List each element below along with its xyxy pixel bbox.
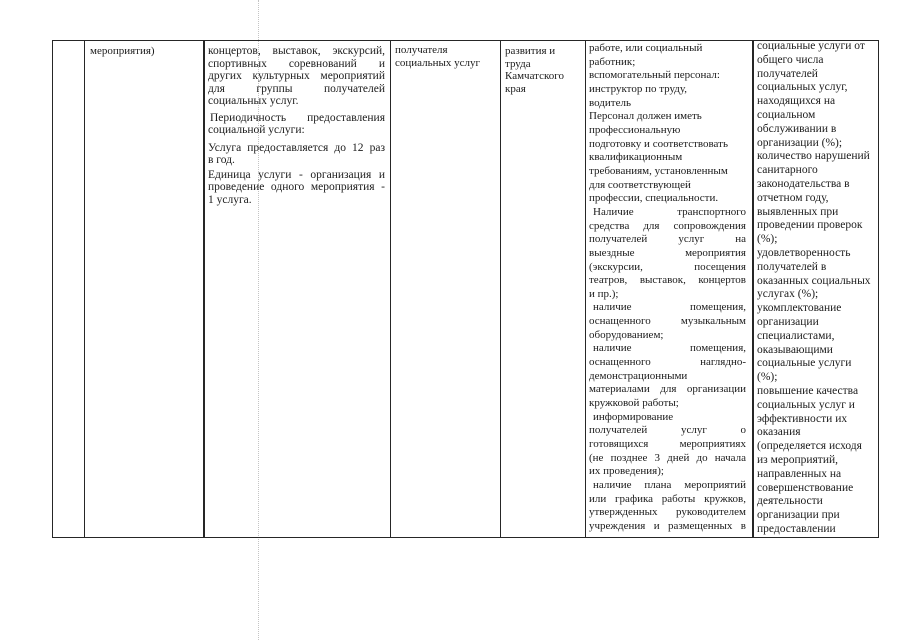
cell-text-line: Единица услуги - организация и bbox=[208, 168, 385, 181]
cell-text-line: их проведения); bbox=[589, 465, 664, 478]
cell-text-line: (%); bbox=[757, 371, 778, 384]
cell-text-line: труда bbox=[505, 57, 531, 70]
cell-text-line: из мероприятий, bbox=[757, 453, 839, 466]
cell-text-line: Периодичность предоставления bbox=[210, 111, 385, 124]
cell-text-line: социальном bbox=[757, 108, 816, 121]
cell-text-line: и пр.); bbox=[589, 287, 619, 300]
cell-text-line: требованиям, установленным bbox=[589, 164, 728, 177]
cell-text-line: концертов, выставок, экскурсий, bbox=[208, 45, 385, 57]
table-cell-col7 bbox=[757, 40, 876, 537]
column-divider bbox=[84, 40, 85, 538]
cell-text-line: средства для сопровождения bbox=[589, 219, 746, 232]
cell-text-line: других культурных мероприятий bbox=[208, 70, 385, 82]
cell-text-line: социальных услуг и bbox=[757, 398, 855, 411]
table-frame bbox=[52, 40, 879, 538]
cell-text-line: Персонал должен иметь bbox=[589, 110, 702, 123]
cell-text-line: находящихся на bbox=[757, 95, 836, 108]
cell-text-line: готовящихся мероприятиях bbox=[589, 438, 746, 451]
cell-text-line: материалами для организации bbox=[589, 383, 746, 396]
cell-text-line: выявленных при bbox=[757, 205, 839, 218]
cell-text-line: (не позднее 3 дней до начала bbox=[589, 451, 746, 464]
cell-text-line: вспомогательный персонал: bbox=[589, 69, 720, 82]
cell-text-line: развития и bbox=[505, 45, 556, 57]
column-divider bbox=[585, 40, 586, 538]
cell-text-line: социальные услуги от bbox=[757, 40, 865, 52]
cell-text-line: оснащенного наглядно- bbox=[589, 356, 746, 369]
cell-text-line: оказания bbox=[757, 426, 801, 439]
cell-text-line: законодательства в bbox=[757, 177, 850, 190]
cell-text-line: направленных на bbox=[757, 467, 842, 480]
cell-text-line: для соответствующей bbox=[589, 178, 691, 191]
cell-text-line: социальных услуг. bbox=[208, 95, 299, 107]
cell-text-line: организации bbox=[757, 315, 819, 328]
cell-text-line: профессиональную bbox=[589, 123, 681, 136]
cell-text-line: повышение качества bbox=[757, 384, 859, 397]
cell-text-line: общего числа bbox=[757, 53, 824, 66]
cell-text-line: проведение одного мероприятия - bbox=[208, 181, 385, 193]
cell-text-line: выездные мероприятия bbox=[589, 246, 746, 259]
cell-text-line: социальных услуг, bbox=[757, 81, 848, 94]
column-divider bbox=[752, 40, 754, 538]
cell-text-line: работе, или социальный bbox=[589, 42, 703, 54]
cell-text-line: социальной услуги: bbox=[208, 124, 305, 136]
cell-text-line: получателей услуг на bbox=[589, 233, 746, 246]
cell-text-line: получателей bbox=[757, 67, 818, 80]
cell-text-line: профессии, специальности. bbox=[589, 192, 719, 205]
cell-text-line: получателя bbox=[395, 44, 448, 56]
cell-text-line: укомплектование bbox=[757, 302, 842, 315]
cell-text-line: (определяется исходя bbox=[757, 440, 862, 453]
cell-text-line: оснащенного музыкальным bbox=[589, 315, 746, 328]
cell-text-line: (%); bbox=[757, 233, 778, 246]
cell-text-line: обслуживании в bbox=[757, 122, 837, 135]
cell-text-line: получателей услуг о bbox=[589, 424, 746, 437]
cell-text-line: проведении проверок bbox=[757, 219, 863, 232]
cell-text-line: наличие плана мероприятий bbox=[593, 479, 746, 491]
cell-text-line: 1 услуга. bbox=[208, 193, 252, 206]
cell-text-line: театров, выставок, концертов bbox=[589, 274, 746, 287]
cell-text-line: оборудованием; bbox=[589, 328, 664, 341]
cell-text-line: количество нарушений bbox=[757, 150, 870, 163]
table-cell-col3 bbox=[208, 45, 385, 206]
column-divider bbox=[500, 40, 501, 538]
cell-text-line: деятельности bbox=[757, 495, 823, 508]
cell-text-line: мероприятия) bbox=[90, 45, 155, 57]
cell-text-line: социальных услуг bbox=[395, 57, 481, 69]
cell-text-line: оказывающими bbox=[757, 343, 833, 356]
cell-text-line: отчетном году, bbox=[757, 191, 829, 204]
table-cell-col4 bbox=[395, 44, 480, 70]
cell-text-line: демонстрационными bbox=[589, 369, 688, 382]
cell-text-line: получателей в bbox=[757, 260, 827, 273]
cell-text-line: совершенствование bbox=[757, 481, 854, 494]
cell-text-line: в год. bbox=[208, 154, 235, 166]
cell-text-line: наличие помещения, bbox=[593, 301, 746, 314]
cell-text-line: социальные услуги bbox=[757, 357, 852, 370]
cell-text-line: санитарного bbox=[757, 164, 818, 177]
cell-text-line: наличие помещения, bbox=[593, 342, 746, 355]
cell-text-line: Наличие транспортного bbox=[593, 205, 746, 218]
table-cell-col2 bbox=[90, 45, 155, 58]
column-divider bbox=[203, 40, 205, 538]
cell-text-line: утвержденных руководителем bbox=[589, 506, 746, 519]
cell-text-line: водитель bbox=[589, 96, 631, 109]
cell-text-line: работник; bbox=[589, 55, 636, 68]
cell-text-line: Услуга предоставляется до 12 раз bbox=[208, 141, 385, 154]
cell-text-line: организации (%); bbox=[757, 136, 843, 149]
cell-text-line: удовлетворенность bbox=[757, 246, 851, 259]
cell-text-line: услугах (%); bbox=[757, 288, 819, 301]
cell-text-line: подготовку и соответствовать bbox=[589, 137, 728, 150]
cell-text-line: специалистами, bbox=[757, 329, 835, 342]
cell-text-line: информирование bbox=[593, 410, 674, 423]
cell-text-line: для группы получателей bbox=[208, 82, 385, 95]
cell-text-line: квалификационным bbox=[589, 151, 683, 164]
cell-text-line: оказанных социальных bbox=[757, 274, 871, 287]
cell-text-line: эффективности их bbox=[757, 412, 848, 425]
cell-text-line: (экскурсии, посещения bbox=[589, 260, 746, 273]
cell-text-line: кружковой работы; bbox=[589, 397, 679, 410]
cell-text-line: или графика работы кружков, bbox=[589, 492, 746, 505]
table-cell-col5 bbox=[505, 45, 564, 96]
table-cell-col6 bbox=[589, 42, 746, 534]
cell-text-line: Камчатского bbox=[505, 70, 565, 83]
cell-text-line: спортивных соревнований и bbox=[208, 57, 385, 70]
cell-text-line: учреждения и размещенных в bbox=[589, 519, 746, 532]
cell-text-line: предоставлении bbox=[757, 522, 836, 535]
cell-text-line: края bbox=[505, 83, 526, 96]
column-divider bbox=[390, 40, 391, 538]
cell-text-line: организации при bbox=[757, 509, 840, 522]
cell-text-line: инструктор по труду, bbox=[589, 82, 688, 95]
